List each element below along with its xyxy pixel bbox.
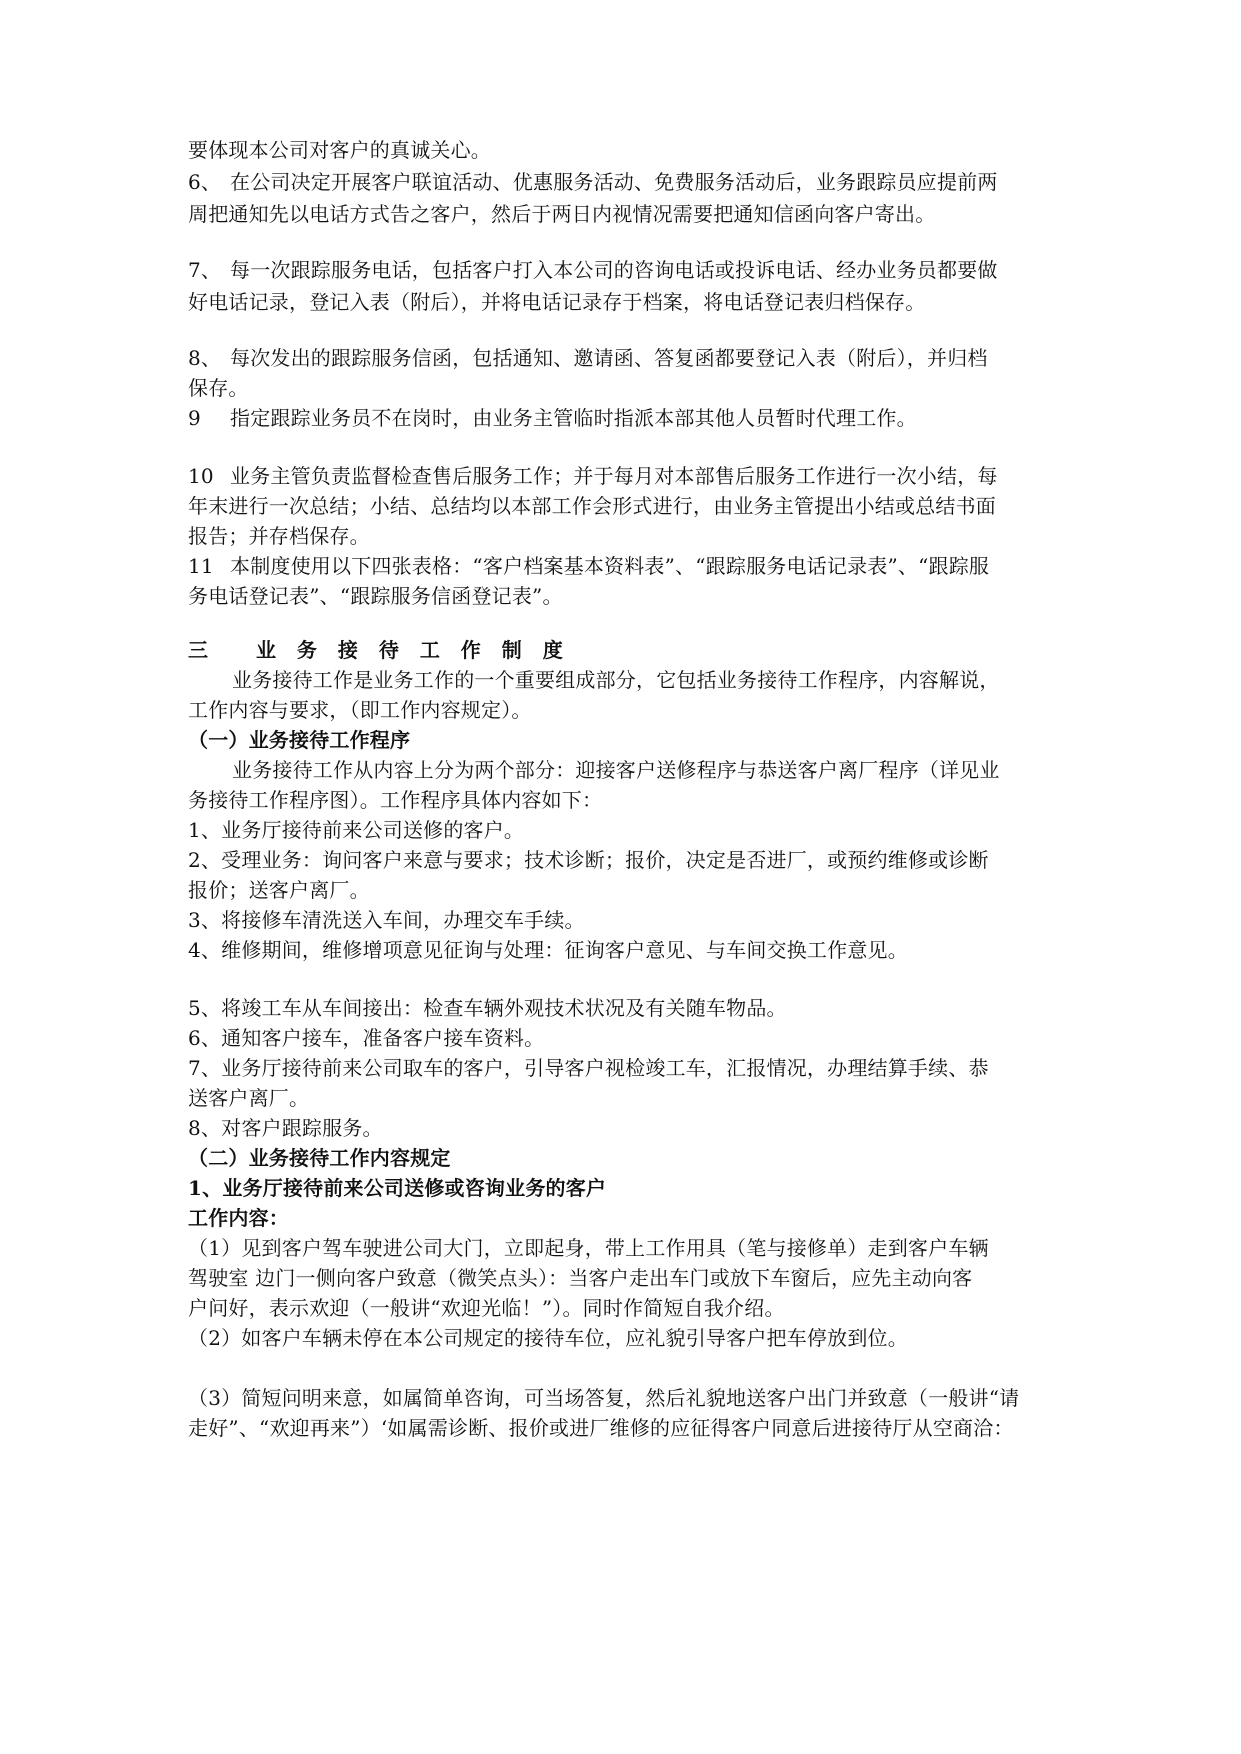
paragraph-line: 年末进行一次总结；小结、总结均以本部工作会形式进行，由业务主管提出小结或总结书面: [188, 494, 996, 518]
subsection-heading: （二）业务接待工作内容规定: [188, 1146, 451, 1170]
item-number: 6、: [188, 170, 222, 194]
paragraph-text: 本制度使用以下四张表格：“客户档案基本资料表”、“跟踪服务电话记录表”、“跟踪服: [230, 554, 990, 578]
list-item: 2、受理业务：询问客户来意与要求；技术诊断；报价，决定是否进厂，或预约维修或诊断: [188, 848, 989, 872]
list-item: 7、业务厅接待前来公司取车的客户，引导客户视检竣工车，汇报情况，办理结算手续、恭: [188, 1056, 989, 1080]
list-item: 1、业务厅接待前来公司送修的客户。: [188, 818, 525, 842]
paragraph-line: 周把通知先以电话方式告之客户，然后于两日内视情况需要把通知信函向客户寄出。: [188, 202, 936, 226]
paragraph-9: [188, 404, 1068, 432]
paragraph-7: [188, 256, 1068, 284]
content-item-line: 户问好，表示欢迎（一般讲“欢迎光临！”）。同时作简短自我介绍。: [188, 1296, 785, 1320]
section-heading: 三 业 务 接 待 工 作 制 度: [188, 638, 570, 662]
subsection-intro-line: 务接待工作程序图）。工作程序具体内容如下：: [188, 788, 603, 812]
section-intro: 业务接待工作是业务工作的一个重要组成部分，它包括业务接待工作程序，内容解说，: [232, 668, 1000, 692]
paragraph-text: 指定跟踪业务员不在岗时，由业务主管临时指派本部其他人员暂时代理工作。: [230, 406, 917, 430]
list-item: 4、维修期间，维修增项意见征询与处理：征询客户意见、与车间交换工作意见。: [188, 938, 908, 962]
paragraph-line: 要体现本公司对客户的真诚关心。: [188, 138, 491, 162]
paragraph-11: [188, 552, 1068, 580]
subsection-intro: 业务接待工作从内容上分为两个部分：迎接客户送修程序与恭送客户离厂程序（详见业: [232, 758, 1000, 782]
item-number: 9: [188, 406, 201, 430]
content-item: （1）见到客户驾车驶进公司大门，立即起身，带上工作用具（笔与接修单）走到客户车辆: [188, 1236, 989, 1260]
paragraph-text: 业务主管负责监督检查售后服务工作；并于每月对本部售后服务工作进行一次小结，每: [230, 464, 998, 488]
paragraph-text: 每一次跟踪服务电话，包括客户打入本公司的咨询电话或投诉电话、经办业务员都要做: [230, 258, 998, 282]
paragraph-10: [188, 462, 1068, 490]
content-item-line: 走好”、“欢迎再来”）‘如属需诊断、报价或进厂维修的应征得客户同意后进接待厅从空商洽：: [188, 1416, 1014, 1440]
content-item-line: 驾驶室 边门一侧向客户致意（微笑点头）：当客户走出车门或放下车窗后，应先主动向客: [188, 1266, 973, 1290]
item-heading: 1、业务厅接待前来公司送修或咨询业务的客户: [188, 1176, 607, 1200]
paragraph-line: 好电话记录，登记入表（附后），并将电话记录存于档案，将电话登记表归档保存。: [188, 290, 926, 314]
section-intro-line: 工作内容与要求，（即工作内容规定）。: [188, 698, 532, 722]
item-number: 11: [188, 554, 214, 578]
content-label: 工作内容：: [188, 1206, 289, 1230]
list-item: 5、将竣工车从车间接出：检查车辆外观技术状况及有关随车物品。: [188, 996, 787, 1020]
content-item: （2）如客户车辆未停在本公司规定的接待车位，应礼貌引导客户把车停放到位。: [188, 1326, 908, 1350]
list-item: 8、对客户跟踪服务。: [188, 1116, 383, 1140]
list-item-line: 报价；送客户离厂。: [188, 878, 370, 902]
paragraph-line: 报告；并存档保存。: [188, 524, 370, 548]
item-number: 10: [188, 464, 214, 488]
paragraph-8: [188, 344, 1068, 372]
item-number: 7、: [188, 258, 222, 282]
paragraph-text: 每次发出的跟踪服务信函，包括通知、邀请函、答复函都要登记入表（附后），并归档: [230, 346, 988, 370]
paragraph-text: 在公司决定开展客户联谊活动、优惠服务活动、免费服务活动后，业务跟踪员应提前两: [230, 170, 998, 194]
paragraph-6: [188, 168, 1068, 196]
list-item: 3、将接修车清洗送入车间，办理交车手续。: [188, 908, 585, 932]
paragraph-line: 务电话登记表”、“跟踪服务信函登记表”。: [188, 584, 563, 608]
list-item-line: 送客户离厂。: [188, 1086, 310, 1110]
list-item: 6、通知客户接车，准备客户接车资料。: [188, 1026, 545, 1050]
content-item: （3）简短问明来意，如属简单咨询，可当场答复，然后礼貌地送客户出门并致意（一般讲“请: [188, 1386, 1020, 1410]
subsection-heading: （一）业务接待工作程序: [188, 728, 411, 752]
paragraph-line: 保存。: [188, 376, 249, 400]
item-number: 8、: [188, 346, 222, 370]
